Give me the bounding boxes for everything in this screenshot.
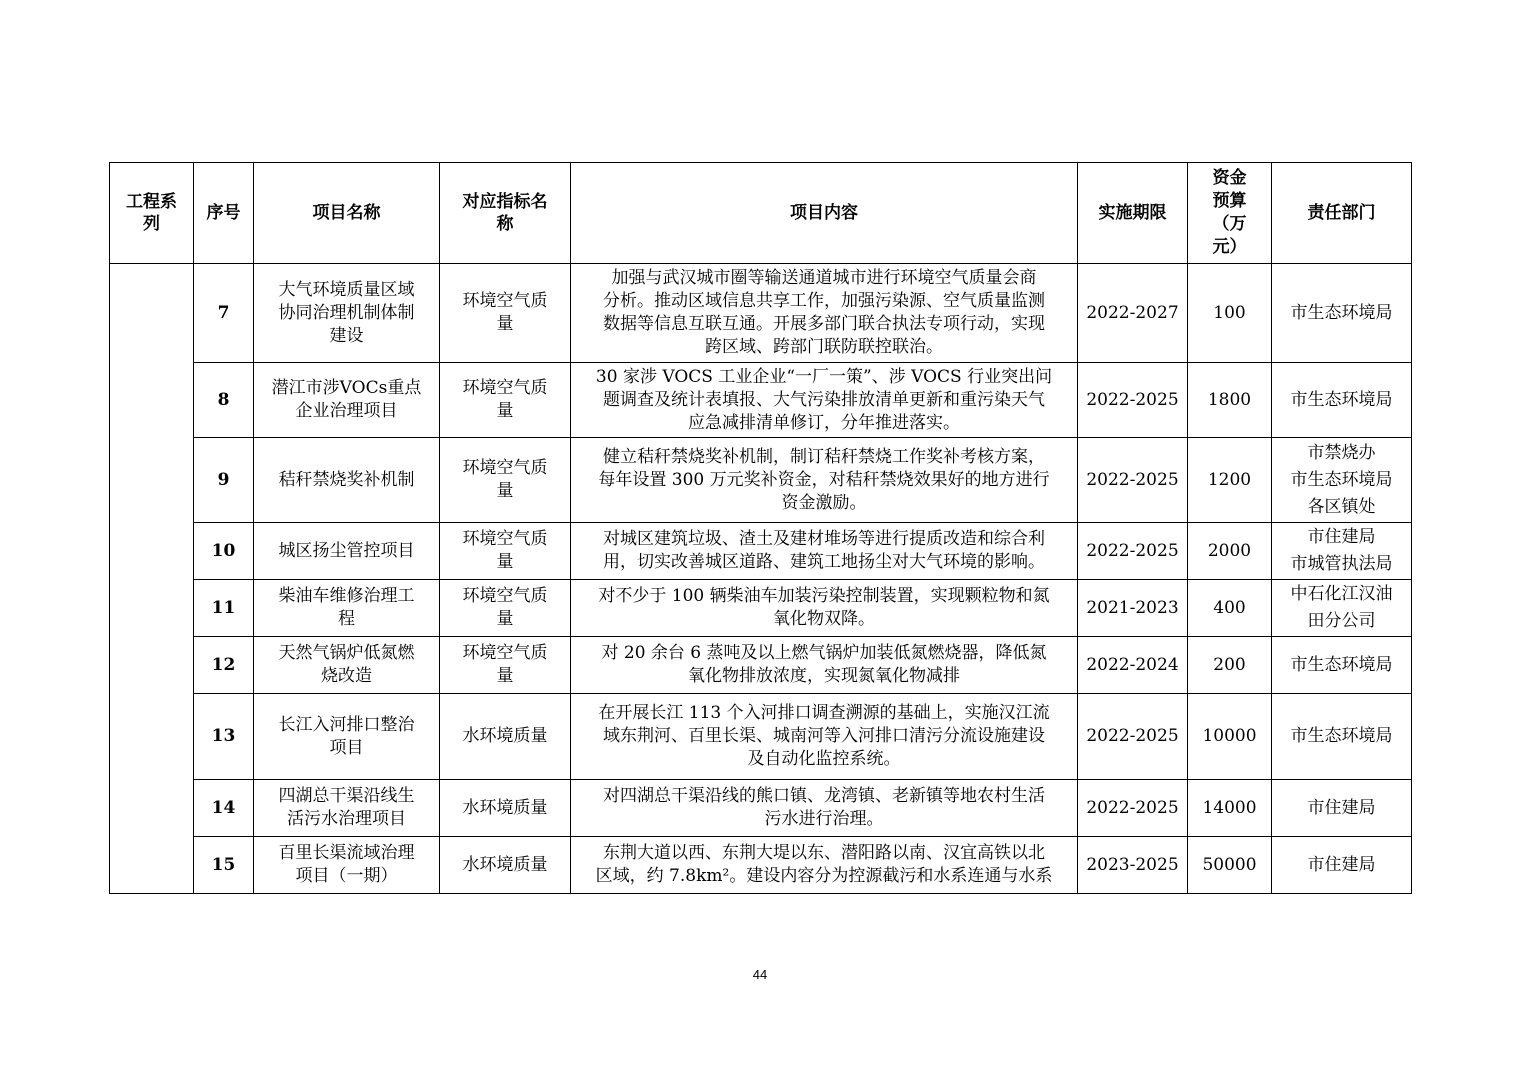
header-indicator: 对应指标名 称 [440, 163, 571, 264]
row-period: 2022-2025 [1078, 523, 1188, 580]
row-index: 11 [194, 580, 254, 637]
row-index: 12 [194, 637, 254, 694]
table-header-row [110, 163, 1412, 264]
row-budget: 100 [1188, 264, 1272, 363]
row-dept: 市禁烧办 市生态环境局 各区镇处 [1272, 438, 1412, 523]
row-period: 2022-2025 [1078, 694, 1188, 780]
header-dept: 责任部门 [1272, 163, 1412, 264]
row-name: 百里长渠流域治理 项目（一期） [254, 837, 440, 894]
row-indicator: 水环境质量 [440, 694, 571, 780]
row-name: 潜江市涉VOCs重点 企业治理项目 [254, 363, 440, 438]
row-dept: 市生态环境局 [1272, 637, 1412, 694]
row-budget: 1200 [1188, 438, 1272, 523]
row-name: 城区扬尘管控项目 [254, 523, 440, 580]
table-row [110, 438, 1412, 523]
row-period: 2022-2024 [1078, 637, 1188, 694]
table-row [110, 523, 1412, 580]
row-index: 9 [194, 438, 254, 523]
row-content: 健立秸秆禁烧奖补机制，制订秸秆禁烧工作奖补考核方案， 每年设置 300 万元奖补资金，对秸秆禁烧效果好的地方进行 资金激励。 [571, 438, 1078, 523]
row-dept: 市生态环境局 [1272, 363, 1412, 438]
row-period: 2022-2025 [1078, 780, 1188, 837]
table-row [110, 580, 1412, 637]
row-indicator: 环境空气质 量 [440, 637, 571, 694]
header-index: 序号 [194, 163, 254, 264]
row-name: 秸秆禁烧奖补机制 [254, 438, 440, 523]
row-content: 对 20 余台 6 蒸吨及以上燃气锅炉加装低氮燃烧器，降低氮 氧化物排放浓度，实现氮氧化物减排 [571, 637, 1078, 694]
row-indicator: 环境空气质 量 [440, 580, 571, 637]
row-content: 对四湖总干渠沿线的熊口镇、龙湾镇、老新镇等地农村生活 污水进行治理。 [571, 780, 1078, 837]
header-budget: 资金 预算 （万 元） [1188, 163, 1272, 264]
header-name: 项目名称 [254, 163, 440, 264]
row-name: 长江入河排口整治 项目 [254, 694, 440, 780]
row-content: 加强与武汉城市圈等输送通道城市进行环境空气质量会商 分析。推动区域信息共享工作，加强污染源、空气质量监测 数据等信息互联互通。开展多部门联合执法专项行动，实现 跨区域、跨部门联防联控联治。 [571, 264, 1078, 363]
row-index: 8 [194, 363, 254, 438]
row-budget: 200 [1188, 637, 1272, 694]
table-row [110, 637, 1412, 694]
row-index: 10 [194, 523, 254, 580]
row-content: 对不少于 100 辆柴油车加装污染控制装置，实现颗粒物和氮 氧化物双降。 [571, 580, 1078, 637]
row-period: 2022-2025 [1078, 363, 1188, 438]
row-period: 2022-2025 [1078, 438, 1188, 523]
row-name: 天然气锅炉低氮燃 烧改造 [254, 637, 440, 694]
row-content: 东荆大道以西、东荆大堤以东、潜阳路以南、汉宜高铁以北 区域，约 7.8km²。建设内容分为控源截污和水系连通与水系 [571, 837, 1078, 894]
row-content: 对城区建筑垃圾、渣土及建材堆场等进行提质改造和综合利 用，切实改善城区道路、建筑工地扬尘对大气环境的影响。 [571, 523, 1078, 580]
row-content: 在开展长江 113 个入河排口调查溯源的基础上，实施汉江流 域东荆河、百里长渠、城南河等入河排口清污分流设施建设 及自动化监控系统。 [571, 694, 1078, 780]
row-indicator: 水环境质量 [440, 780, 571, 837]
series-cell [110, 264, 194, 894]
row-budget: 14000 [1188, 780, 1272, 837]
table-row [110, 694, 1412, 780]
row-indicator: 环境空气质 量 [440, 264, 571, 363]
row-content: 30 家涉 VOCS 工业企业“一厂一策”、涉 VOCS 行业突出问 题调查及统计表填报、大气污染排放清单更新和重污染天气 应急减排清单修订，分年推进落实。 [571, 363, 1078, 438]
table-row [110, 837, 1412, 894]
header-period: 实施期限 [1078, 163, 1188, 264]
table-row [110, 264, 1412, 363]
row-indicator: 水环境质量 [440, 837, 571, 894]
header-content: 项目内容 [571, 163, 1078, 264]
row-index: 14 [194, 780, 254, 837]
row-indicator: 环境空气质 量 [440, 438, 571, 523]
row-dept: 市住建局 市城管执法局 [1272, 523, 1412, 580]
row-dept: 中石化江汉油 田分公司 [1272, 580, 1412, 637]
row-index: 7 [194, 264, 254, 363]
row-index: 13 [194, 694, 254, 780]
row-dept: 市住建局 [1272, 837, 1412, 894]
row-dept: 市住建局 [1272, 780, 1412, 837]
table-row [110, 363, 1412, 438]
row-name: 四湖总干渠沿线生 活污水治理项目 [254, 780, 440, 837]
row-budget: 10000 [1188, 694, 1272, 780]
row-indicator: 环境空气质 量 [440, 363, 571, 438]
row-budget: 400 [1188, 580, 1272, 637]
row-index: 15 [194, 837, 254, 894]
row-dept: 市生态环境局 [1272, 264, 1412, 363]
project-table [109, 162, 1412, 894]
row-budget: 50000 [1188, 837, 1272, 894]
row-indicator: 环境空气质 量 [440, 523, 571, 580]
table-row [110, 780, 1412, 837]
row-budget: 1800 [1188, 363, 1272, 438]
row-period: 2023-2025 [1078, 837, 1188, 894]
row-period: 2022-2027 [1078, 264, 1188, 363]
row-budget: 2000 [1188, 523, 1272, 580]
header-series: 工程系 列 [110, 163, 194, 264]
row-dept: 市生态环境局 [1272, 694, 1412, 780]
row-name: 大气环境质量区域 协同治理机制体制 建设 [254, 264, 440, 363]
row-period: 2021-2023 [1078, 580, 1188, 637]
page-number: 44 [752, 967, 768, 982]
row-name: 柴油车维修治理工 程 [254, 580, 440, 637]
